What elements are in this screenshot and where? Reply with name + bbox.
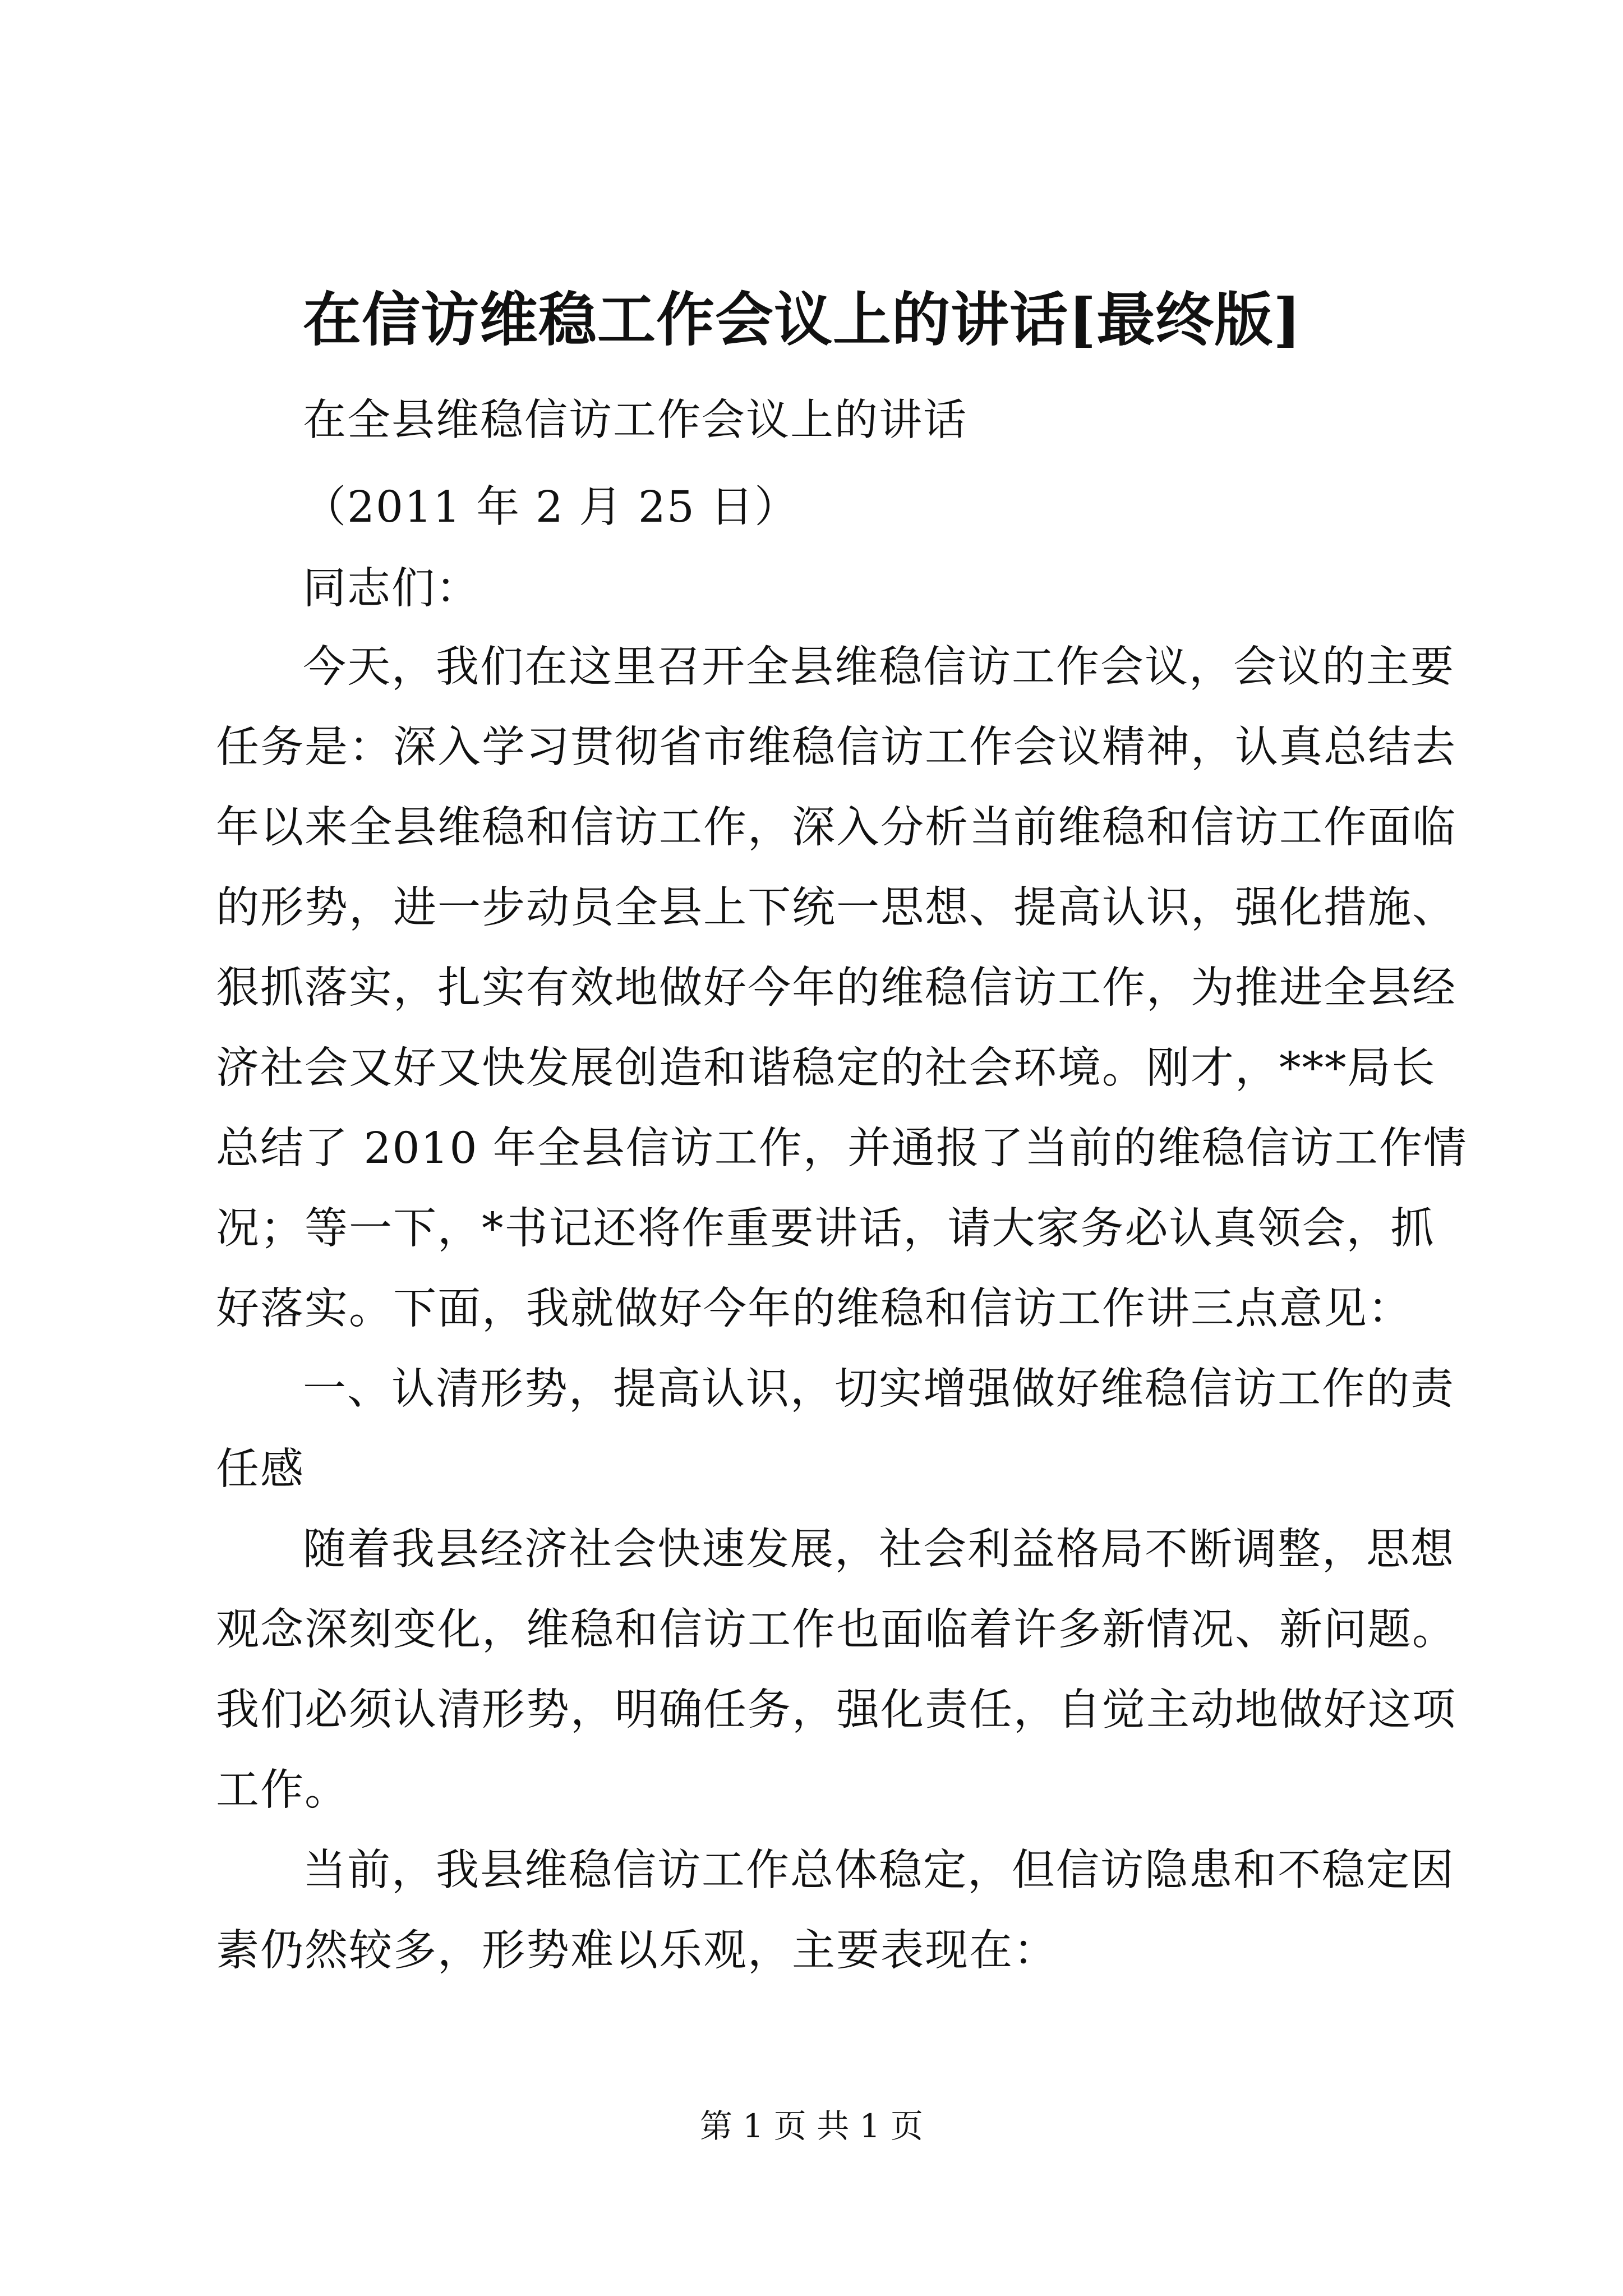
salutation: 同志们： (303, 564, 480, 614)
section-heading-line: 一、认清形势，提高认识，切实增强做好维稳信访工作的责 (303, 1364, 1455, 1414)
paragraph-line: 年以来全县维稳和信访工作，深入分析当前维稳和信访工作面临 (216, 803, 1456, 853)
paragraph-line: 况；等一下，*书记还将作重要讲话，请大家务必认真领会，抓 (216, 1204, 1435, 1254)
date-line: （2011 年 2 月 25 日） (303, 482, 799, 532)
paragraph-line: 狠抓落实，扎实有效地做好今年的维稳信访工作，为推进全县经 (216, 963, 1456, 1013)
paragraph-line: 随着我县经济社会快速发展，社会利益格局不断调整，思想 (303, 1525, 1455, 1575)
paragraph-line: 当前，我县维稳信访工作总体稳定，但信访隐患和不稳定因 (303, 1846, 1455, 1895)
section-heading-line: 任感 (216, 1444, 305, 1494)
paragraph-line: 素仍然较多，形势难以乐观，主要表现在： (216, 1926, 1058, 1976)
paragraph-line: 我们必须认清形势，明确任务，强化责任，自觉主动地做好这项 (216, 1685, 1456, 1735)
document-title: 在信访维稳工作会议上的讲话[最终版] (303, 285, 1302, 354)
paragraph-line: 任务是：深入学习贯彻省市维稳信访工作会议精神，认真总结去 (216, 723, 1456, 772)
paragraph-line: 好落实。下面，我就做好今年的维稳和信访工作讲三点意见： (216, 1284, 1412, 1334)
paragraph-line: 的形势，进一步动员全县上下统一思想、提高认识，强化措施、 (216, 883, 1456, 933)
paragraph-line: 济社会又好又快发展创造和谐稳定的社会环境。刚才，***局长 (216, 1043, 1436, 1093)
page-footer: 第 1 页 共 1 页 (700, 2107, 923, 2145)
paragraph-line: 工作。 (216, 1765, 349, 1815)
paragraph-line: 观念深刻变化，维稳和信访工作也面临着许多新情况、新问题。 (216, 1605, 1456, 1655)
paragraph-line: 总结了 2010 年全县信访工作，并通报了当前的维稳信访工作情 (216, 1124, 1468, 1174)
paragraph-line: 今天，我们在这里召开全县维稳信访工作会议，会议的主要 (303, 642, 1455, 692)
subtitle: 在全县维稳信访工作会议上的讲话 (303, 395, 967, 445)
